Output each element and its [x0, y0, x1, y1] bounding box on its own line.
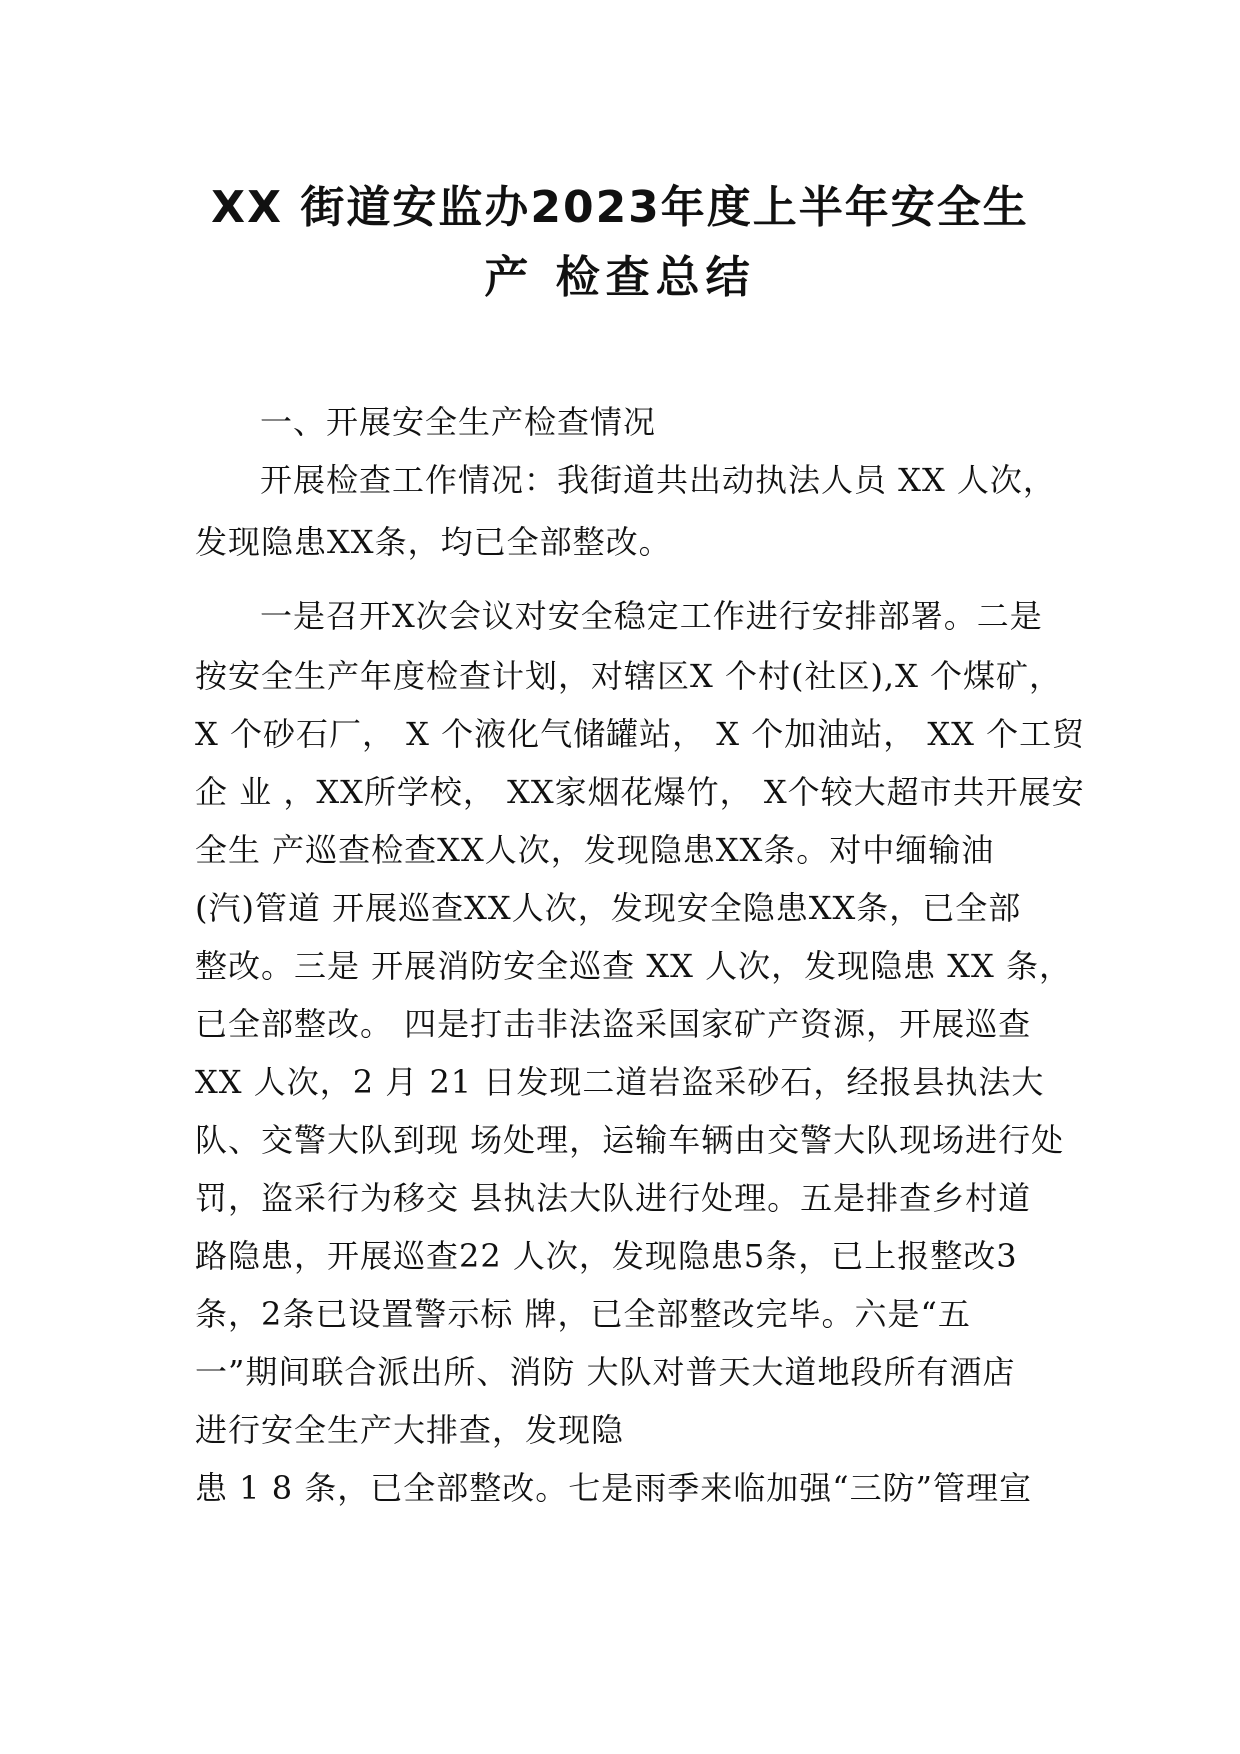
body-line: 条，2条已设置警示标 牌，已全部整改完毕。六是“五 [195, 1295, 971, 1333]
document-title-line-2: 产 检查总结 [484, 252, 756, 303]
body-line: 一”期间联合派出所、消防 大队对普天大道地段所有酒店 [195, 1353, 1016, 1391]
document-title-line-1: XX 街道安监办2023年度上半年安全生 [211, 182, 1029, 233]
body-line: 已全部整改。 四是打击非法盗采国家矿产资源，开展巡查 [195, 1005, 1032, 1043]
body-line: XX 人次，2 月 21 日发现二道岩盗采砂石，经报县执法大 [195, 1063, 1045, 1101]
body-line: 路隐患，开展巡查22 人次，发现隐患5条，已上报整改3 [195, 1237, 1018, 1275]
body-line: 患 1 8 条，已全部整改。七是雨季来临加强“三防”管理宣 [195, 1469, 1032, 1507]
body-line: 企 业 ，XX所学校， XX家烟花爆竹， X个较大超市共开展安 [195, 773, 1085, 811]
section-heading: 一、开展安全生产检查情况 [260, 403, 657, 441]
body-line: 按安全生产年度检查计划，对辖区X 个村(社区),X 个煤矿， [195, 657, 1063, 695]
body-line: 进行安全生产大排查，发现隐 [195, 1411, 625, 1449]
body-line: 一是召开X次会议对安全稳定工作进行安排部署。二是 [260, 597, 1043, 635]
body-line: 队、交警大队到现 场处理，运输车辆由交警大队现场进行处 [195, 1121, 1065, 1159]
body-line: 发现隐患XX条，均已全部整改。 [195, 523, 672, 561]
body-line: 全生 产巡查检查XX人次，发现隐患XX条。对中缅输油 [195, 831, 995, 869]
body-line: 整改。三是 开展消防安全巡查 XX 人次，发现隐患 XX 条， [195, 947, 1072, 985]
body-line: 开展检查工作情况：我街道共出动执法人员 XX 人次， [260, 461, 1056, 499]
body-line: X 个砂石厂， X 个液化气储罐站， X 个加油站， XX 个工贸 [195, 715, 1086, 753]
body-line: 罚，盗采行为移交 县执法大队进行处理。五是排查乡村道 [195, 1179, 1032, 1217]
body-line: (汽)管道 开展巡查XX人次，发现安全隐患XX条，已全部 [195, 889, 1022, 927]
